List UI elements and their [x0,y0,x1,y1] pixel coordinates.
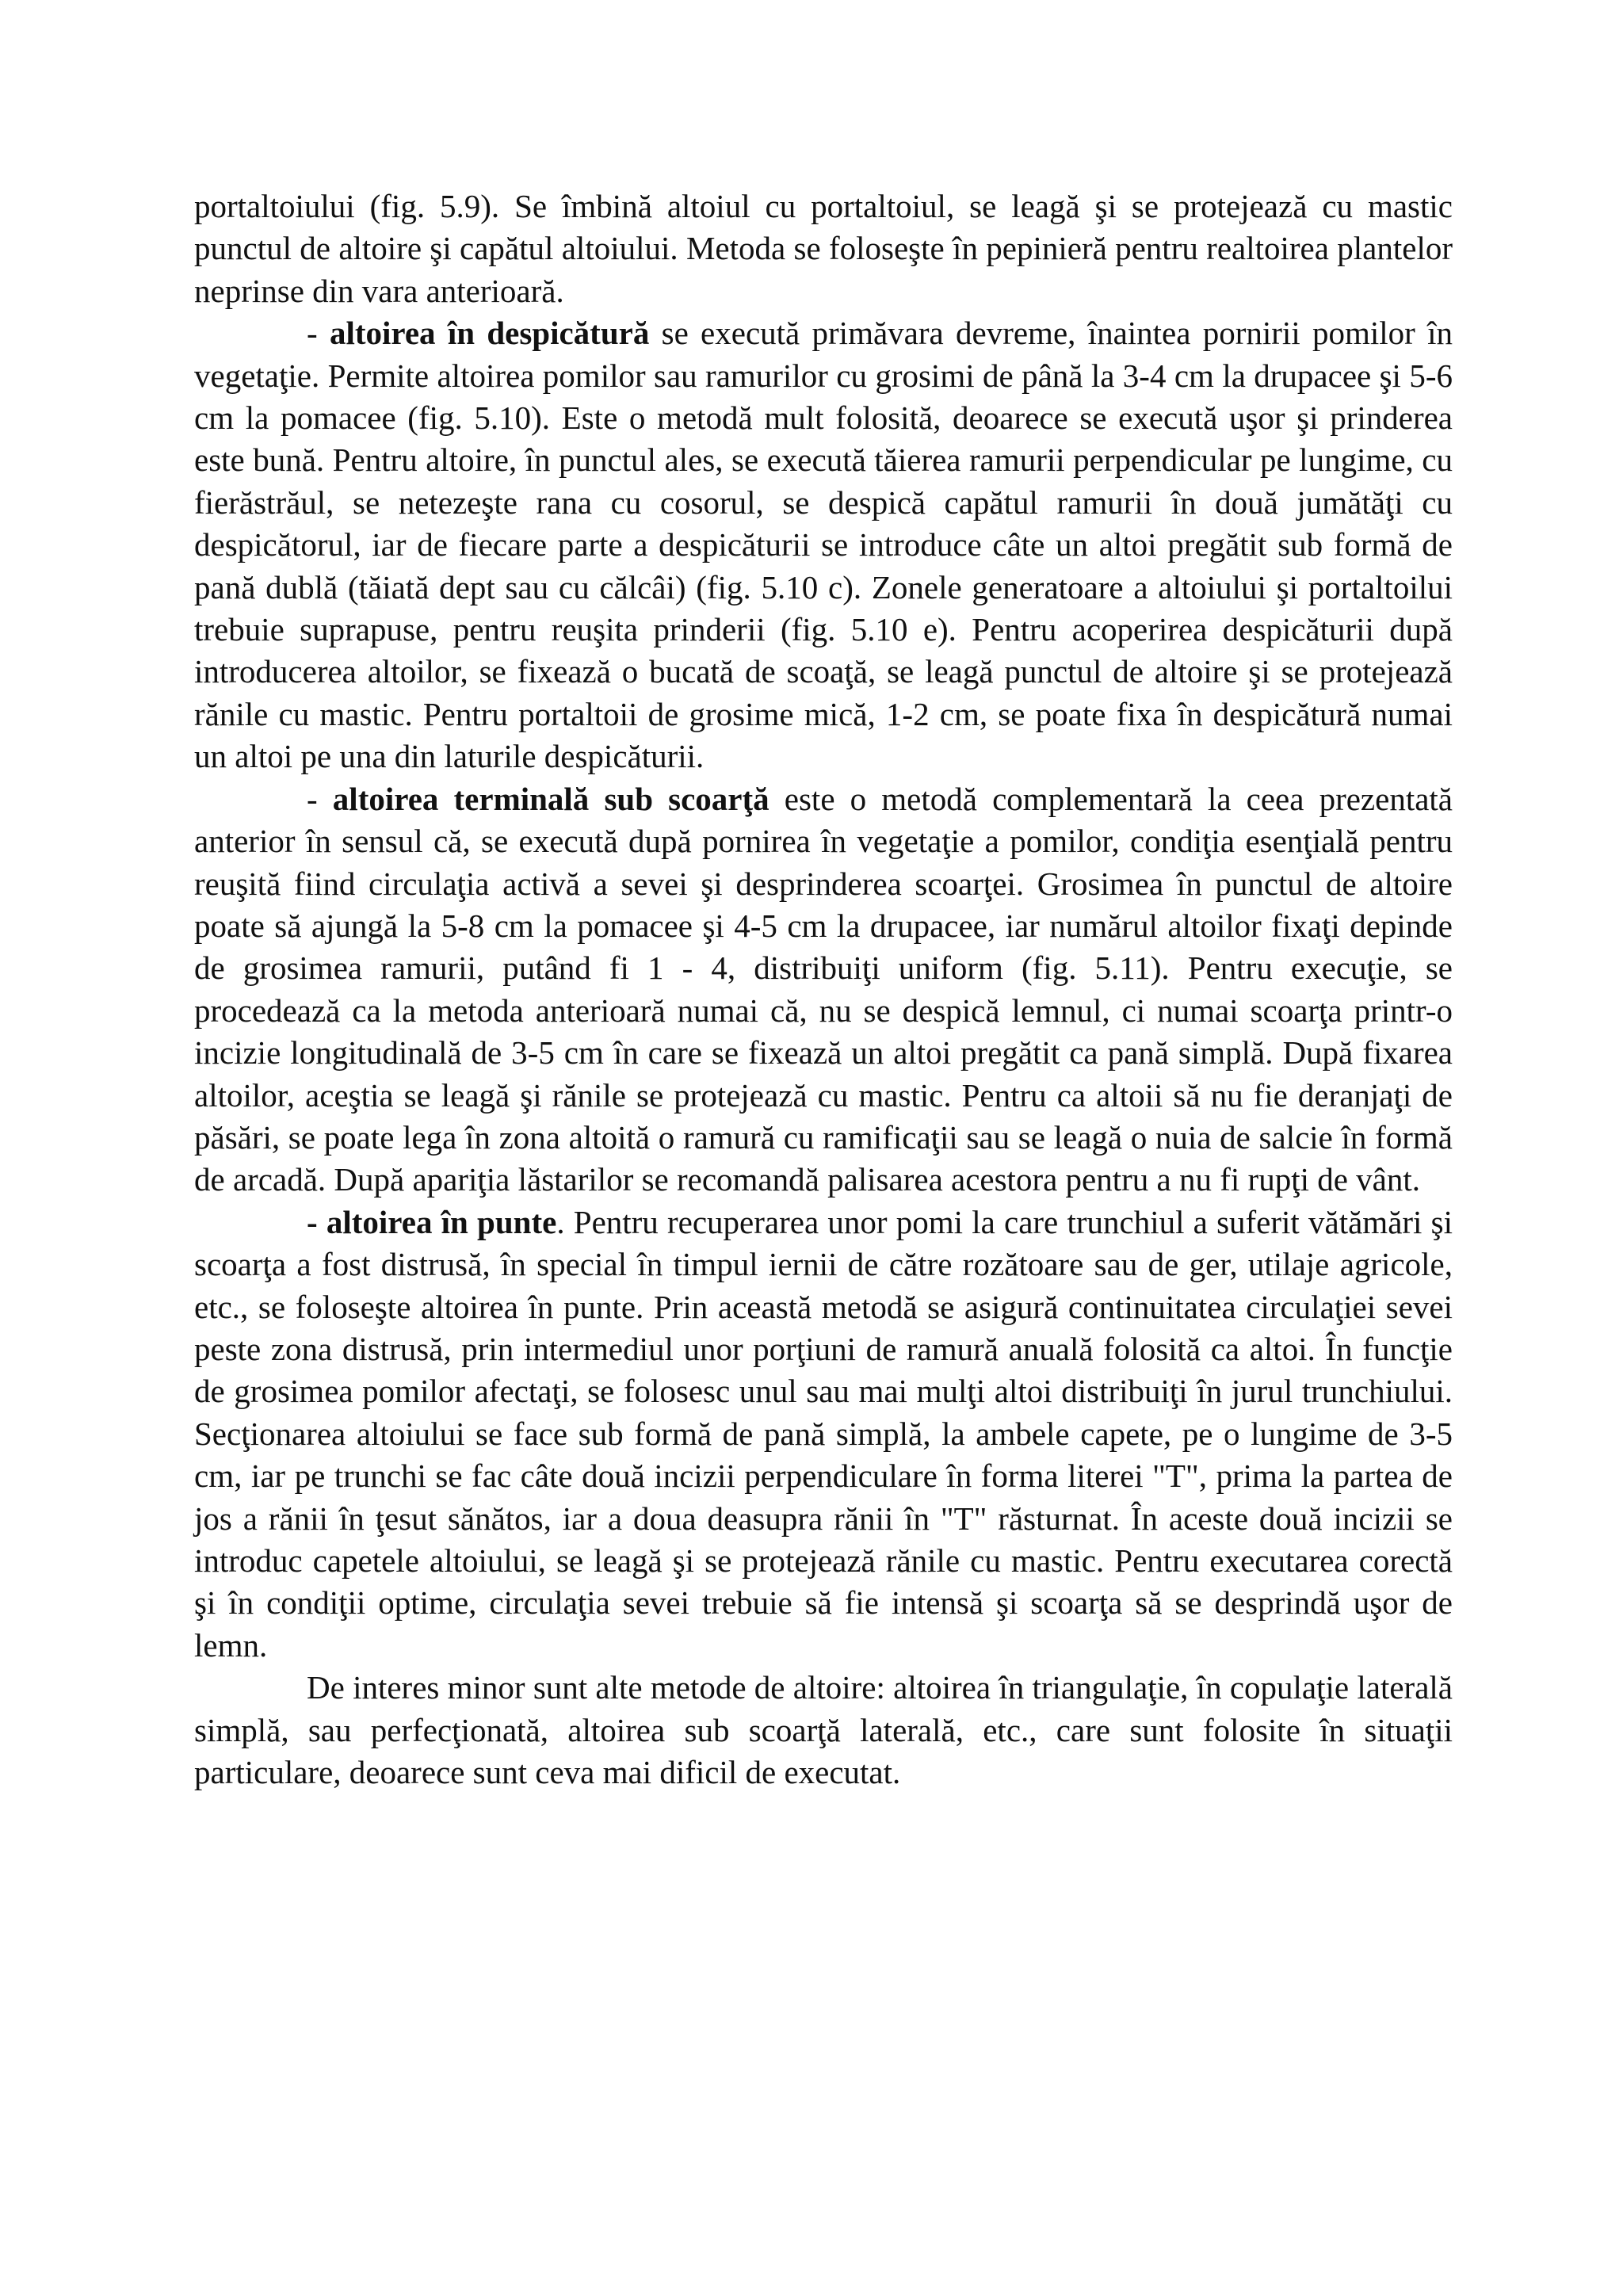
term-heading: altoirea în despicătură [329,315,650,352]
paragraph-altoirea-in-despicatura [194,312,1453,777]
paragraph-text: De interes minor sunt alte metode de altoire: altoirea în triangulaţie, în copulaţie laterală simplă, sau perfecţionată, altoirea sub scoarţă laterală, etc., care sunt folosite în situaţii particulare, deoarece sunt ceva mai dificil de executat. [194,1669,1453,1791]
paragraph-text: se execută primăvara devreme, înaintea pornirii pomilor în vegetaţie. Permite altoirea pomilor sau ramurilor cu grosimi de până la 3-4 cm la drupacee şi 5-6 cm la pomacee (fig. 5.10). Este o metodă mult folosită, deoarece se execută uşor şi prinderea este bună. Pentru altoire, în punctul ales, se execută tăierea ramurii perpendicular pe lungime, cu fierăstrăul, se netezeşte rana cu cosorul, se despică capătul ramurii în două jumătăţi cu despicătorul, iar de fiecare parte a despicăturii se introduce câte un altoi pregătit sub formă de pană dublă (tăiată dept sau cu călcâi) (fig. 5.10 c). Zonele generatoare a altoiului şi portaltoilui trebuie suprapuse, pentru reuşita prinderii (fig. 5.10 e). Pentru acoperirea despicăturii după introducerea altoilor, se fixează o bucată de scoaţă, se leagă punctul de altoire şi se protejează rănile cu mastic. Pentru portaltoii de grosime mică, 1-2 cm, se poate fixa în despicătură numai un altoi pe una din laturile despicăturii. [194,315,1453,775]
paragraph-alte-metode [194,1667,1453,1794]
paragraph-altoirea-in-punte [194,1201,1453,1667]
paragraph-altoirea-sub-scoarta [194,778,1453,1201]
paragraph-intro [194,185,1453,312]
list-dash: - [307,315,330,352]
term-heading: - altoirea în punte [307,1203,557,1240]
term-heading: altoirea terminală sub scoarţă [332,780,769,817]
document-page [194,185,1453,1794]
paragraph-text: portaltoiului (fig. 5.9). Se îmbină altoiul cu portaltoiul, se leagă şi se protejează cu mastic punctul de altoire şi capătul altoiului. Metoda se foloseşte în pepinieră pentru realtoirea plantelor neprinse din vara anterioară. [194,188,1453,309]
paragraph-text: . Pentru recuperarea unor pomi la care trunchiul a suferit vătămări şi scoarţa a fost distrusă, în special în timpul iernii de către rozătoare sau de ger, utilaje agricole, etc., se foloseşte altoirea în punte. Prin această metodă se asigură continuitatea circulaţiei sevei peste zona distrusă, prin intermediul unor porţiuni de ramură anuală folosită ca altoi. În funcţie de grosimea pomilor afectaţi, se folosesc unul sau mai mulţi altoi distribuiţi în jurul trunchiului. Secţionarea altoiului se face sub formă de pană simplă, la ambele capete, pe o lungime de 3-5 cm, iar pe trunchi se fac câte două incizii perpendiculare în forma literei "T", prima la partea de jos a rănii în ţesut sănătos, iar a doua deasupra rănii în "T" răsturnat. În aceste două incizii se introduc capetele altoiului, se leagă şi se protejează rănile cu mastic. Pentru executarea corectă şi în condiţii optime, circulaţia sevei trebuie să fie intensă şi scoarţa să se desprindă uşor de lemn. [194,1203,1453,1664]
list-dash: - [307,780,333,817]
paragraph-text: este o metodă complementară la ceea prezentată anterior în sensul că, se execută după pornirea în vegetaţie a pomilor, condiţia esenţială pentru reuşită fiind circulaţia activă a sevei şi desprinderea scoarţei. Grosimea în punctul de altoire poate să ajungă la 5-8 cm la pomacee şi 4-5 cm la drupacee, iar numărul altoilor fixaţi depinde de grosimea ramurii, putând fi 1 - 4, distribuiţi uniform (fig. 5.11). Pentru execuţie, se procedează ca la metoda anterioară numai că, nu se despică lemnul, ci numai scoarţa printr-o incizie longitudinală de 3-5 cm în care se fixează un altoi pregătit ca pană simplă. După fixarea altoilor, aceştia se leagă şi rănile se protejează cu mastic. Pentru ca altoii să nu fie deranjaţi de păsări, se poate lega în zona altoită o ramură cu ramificaţii sau se leagă o nuia de salcie în formă de arcadă. După apariţia lăstarilor se recomandă palisarea acestora pentru a nu fi rupţi de vânt. [194,780,1453,1198]
